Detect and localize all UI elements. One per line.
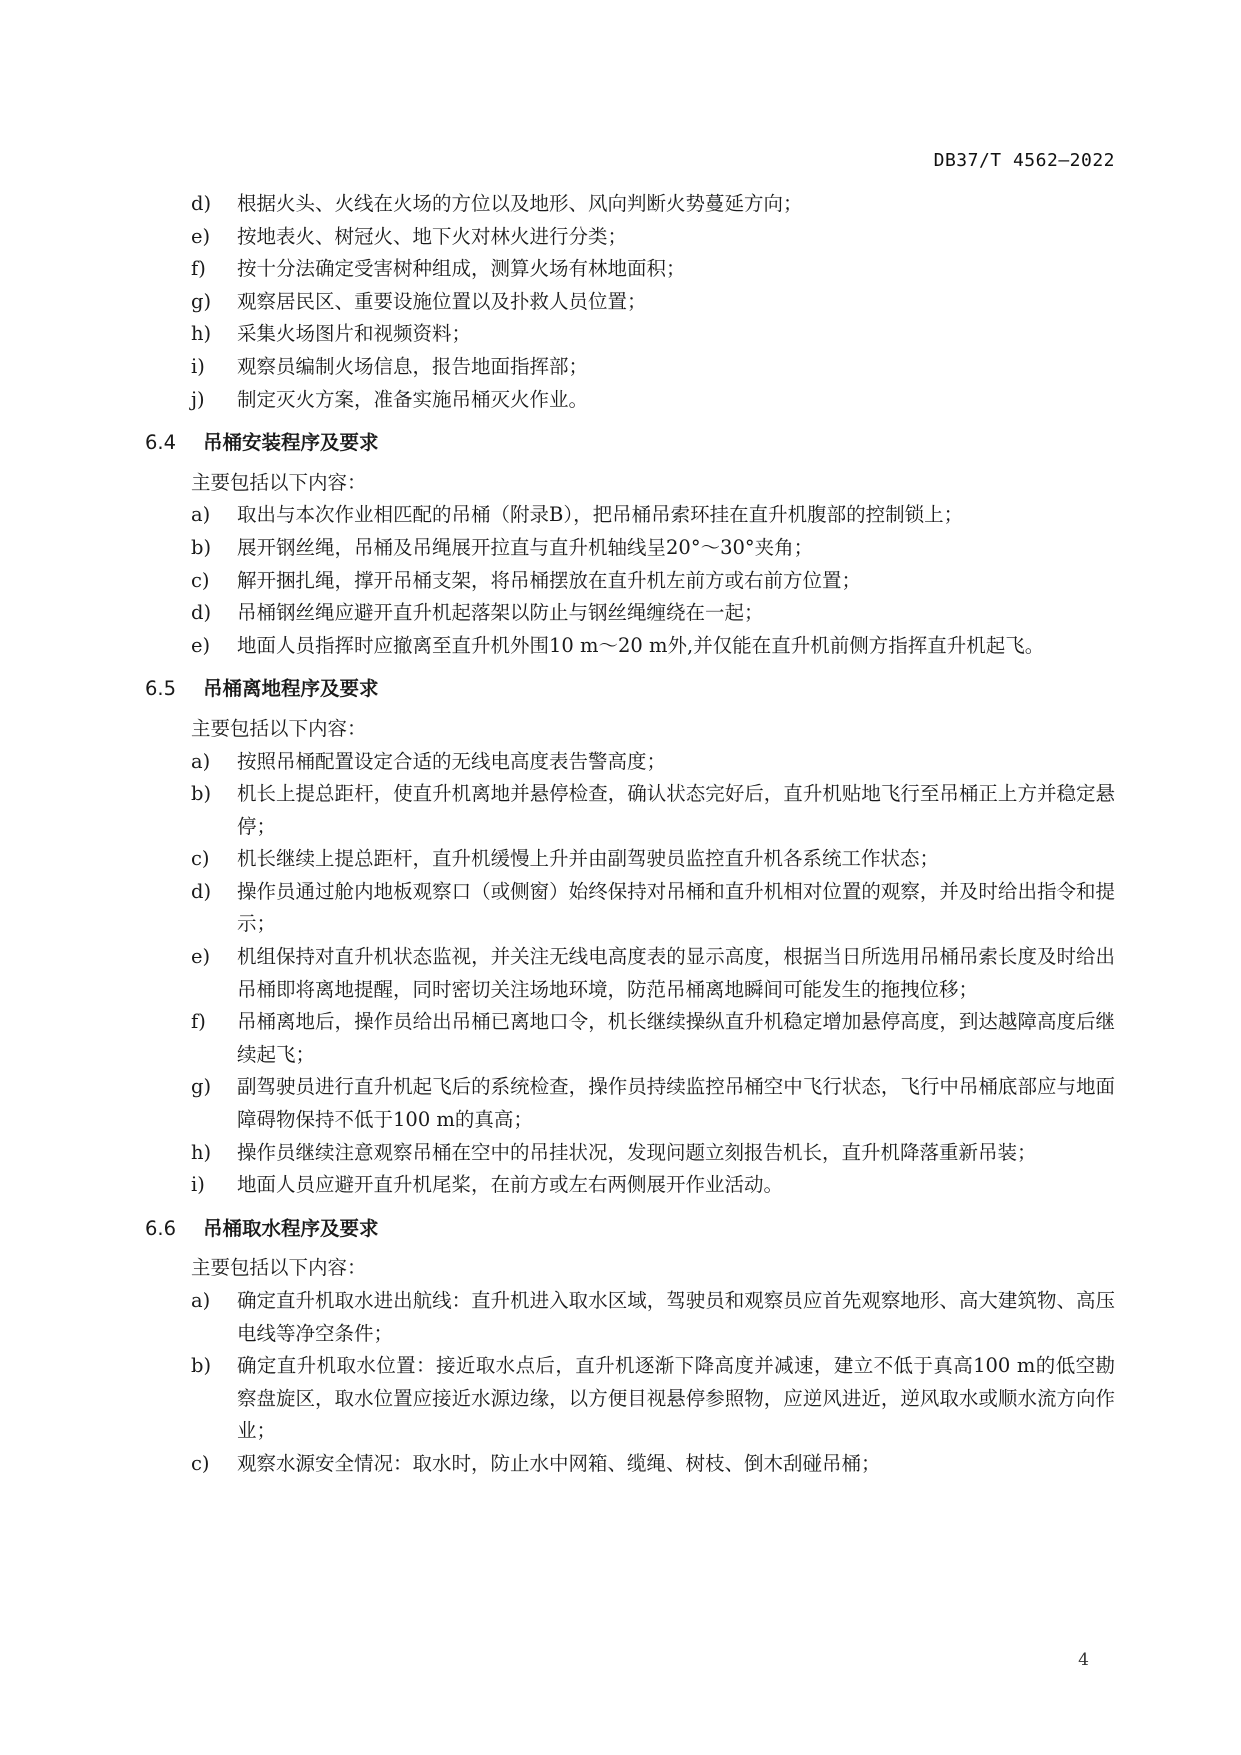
section-6-5 bbox=[145, 673, 1115, 1202]
list-marker: g) bbox=[191, 1075, 212, 1099]
list-text: 确定直升机取水进出航线：直升机进入取水区域，驾驶员和观察员应首先观察地形、高大建筑物、高压电线等净空条件； bbox=[237, 1289, 1115, 1345]
list-item bbox=[145, 351, 1115, 384]
page-number: 4 bbox=[1078, 1650, 1089, 1670]
list-item bbox=[145, 188, 1115, 221]
list-text: 吊桶钢丝绳应避开直升机起落架以防止与钢丝绳缠绕在一起； bbox=[237, 601, 764, 625]
top-list bbox=[145, 188, 1115, 416]
list-marker: d) bbox=[191, 601, 212, 625]
list-item bbox=[145, 630, 1115, 663]
list-marker: i) bbox=[191, 354, 205, 378]
list-text: 观察水源安全情况：取水时，防止水中网箱、缆绳、树枝、倒木刮碰吊桶； bbox=[237, 1451, 881, 1475]
list-marker: c) bbox=[191, 1451, 210, 1475]
section-number: 6.4 bbox=[145, 431, 177, 455]
list-marker: h) bbox=[191, 322, 212, 346]
list-text: 取出与本次作业相匹配的吊桶（附录B），把吊桶吊索环挂在直升机腹部的控制锁上； bbox=[237, 503, 964, 527]
list-marker: e) bbox=[191, 224, 211, 248]
list-item bbox=[145, 746, 1115, 779]
list-marker: a) bbox=[191, 1289, 211, 1312]
list-text: 操作员继续注意观察吊桶在空中的吊挂状况，发现问题立刻报告机长，直升机降落重新吊装； bbox=[237, 1140, 1037, 1164]
section-6-6 bbox=[145, 1213, 1115, 1481]
list-marker: a) bbox=[191, 749, 211, 773]
list-marker: b) bbox=[191, 1354, 212, 1378]
list-item bbox=[145, 941, 1115, 1006]
list-marker: c) bbox=[191, 568, 210, 592]
list-item bbox=[145, 253, 1115, 286]
list-marker: j) bbox=[191, 387, 205, 411]
section-intro: 主要包括以下内容： bbox=[191, 1256, 367, 1280]
list-item bbox=[145, 384, 1115, 417]
list-marker: f) bbox=[191, 257, 206, 281]
list-marker: d) bbox=[191, 192, 212, 215]
list-item bbox=[145, 499, 1115, 532]
list-marker: f) bbox=[191, 1010, 206, 1034]
list-item bbox=[145, 532, 1115, 565]
list-text: 操作员通过舱内地板观察口（或侧窗）始终保持对吊桶和直升机相对位置的观察，并及时给出指令和提示； bbox=[237, 879, 1115, 936]
list-text: 采集火场图片和视频资料； bbox=[237, 322, 472, 346]
list-item bbox=[145, 565, 1115, 598]
list-text: 地面人员应避开直升机尾桨，在前方或左右两侧展开作业活动。 bbox=[237, 1173, 784, 1197]
list-marker: a) bbox=[191, 503, 211, 527]
list-marker: b) bbox=[191, 782, 212, 806]
list-item bbox=[145, 1169, 1115, 1202]
standard-code-header: DB37/T 4562—2022 bbox=[933, 150, 1115, 171]
section-title: 吊桶离地程序及要求 bbox=[203, 677, 379, 701]
section-6-4 bbox=[145, 427, 1115, 662]
document-body bbox=[145, 188, 1115, 1481]
section-intro: 主要包括以下内容： bbox=[191, 716, 367, 740]
list-item bbox=[145, 1137, 1115, 1170]
list-item bbox=[145, 221, 1115, 254]
list-text: 按十分法确定受害树种组成，测算火场有林地面积； bbox=[237, 257, 686, 281]
list-text: 确定直升机取水位置：接近取水点后，直升机逐渐下降高度并减速，建立不低于真高100 m的低空勘察盘旋区，取水位置应接近水源边缘，以方便目视悬停参照物，应逆风进近，逆风取水或顺水流方向作业； bbox=[237, 1354, 1115, 1443]
list-item bbox=[145, 1448, 1115, 1481]
list-marker: i) bbox=[191, 1173, 205, 1197]
section-number: 6.6 bbox=[145, 1216, 177, 1240]
list-text: 按地表火、树冠火、地下火对林火进行分类； bbox=[237, 224, 628, 248]
list-text: 按照吊桶配置设定合适的无线电高度表告警高度； bbox=[237, 749, 667, 773]
list-text: 观察员编制火场信息，报告地面指挥部； bbox=[237, 354, 589, 378]
section-intro: 主要包括以下内容： bbox=[191, 470, 367, 494]
list-text: 副驾驶员进行直升机起飞后的系统检查，操作员持续监控吊桶空中飞行状态，飞行中吊桶底部应与地面障碍物保持不低于100 m的真高； bbox=[237, 1075, 1115, 1132]
section-number: 6.5 bbox=[145, 677, 177, 701]
list-item bbox=[145, 876, 1115, 941]
section-heading bbox=[145, 427, 1115, 460]
list-marker: b) bbox=[191, 535, 212, 559]
list-marker: e) bbox=[191, 945, 211, 969]
list-marker: e) bbox=[191, 633, 211, 657]
section-heading bbox=[145, 673, 1115, 706]
list-marker: g) bbox=[191, 289, 212, 313]
list-item bbox=[145, 286, 1115, 319]
list-item bbox=[145, 318, 1115, 351]
list-text: 地面人员指挥时应撤离至直升机外围10 m～20 m外,并仅能在直升机前侧方指挥直升机起飞。 bbox=[237, 633, 1045, 657]
list-text: 制定灭火方案，准备实施吊桶灭火作业。 bbox=[237, 387, 589, 411]
list-marker: c) bbox=[191, 847, 210, 871]
list-text: 根据火头、火线在火场的方位以及地形、风向判断火势蔓延方向； bbox=[237, 192, 803, 215]
list-text: 机组保持对直升机状态监视，并关注无线电高度表的显示高度，根据当日所选用吊桶吊索长度及时给出吊桶即将离地提醒，同时密切关注场地环境，防范吊桶离地瞬间可能发生的拖拽位移； bbox=[237, 945, 1115, 1001]
list-text: 机长继续上提总距杆，直升机缓慢上升并由副驾驶员监控直升机各系统工作状态； bbox=[237, 847, 940, 871]
list-item bbox=[145, 1006, 1115, 1071]
list-item bbox=[145, 597, 1115, 630]
list-item bbox=[145, 778, 1115, 843]
list-text: 解开捆扎绳，撑开吊桶支架，将吊桶摆放在直升机左前方或右前方位置； bbox=[237, 568, 862, 592]
list-marker: d) bbox=[191, 879, 212, 903]
list-marker: h) bbox=[191, 1140, 212, 1164]
list-item bbox=[145, 1285, 1115, 1350]
list-item bbox=[145, 1350, 1115, 1448]
list-text: 机长上提总距杆，使直升机离地并悬停检查，确认状态完好后，直升机贴地飞行至吊桶正上方并稳定悬停； bbox=[237, 782, 1115, 838]
list-text: 展开钢丝绳，吊桶及吊绳展开拉直与直升机轴线呈20°～30°夹角； bbox=[237, 535, 814, 559]
section-title: 吊桶取水程序及要求 bbox=[203, 1216, 379, 1240]
list-text: 观察居民区、重要设施位置以及扑救人员位置； bbox=[237, 289, 647, 313]
list-item bbox=[145, 843, 1115, 876]
section-heading bbox=[145, 1213, 1115, 1246]
list-item bbox=[145, 1071, 1115, 1136]
list-text: 吊桶离地后，操作员给出吊桶已离地口令，机长继续操纵直升机稳定增加悬停高度，到达越障高度后继续起飞； bbox=[237, 1010, 1115, 1066]
section-title: 吊桶安装程序及要求 bbox=[203, 431, 379, 455]
